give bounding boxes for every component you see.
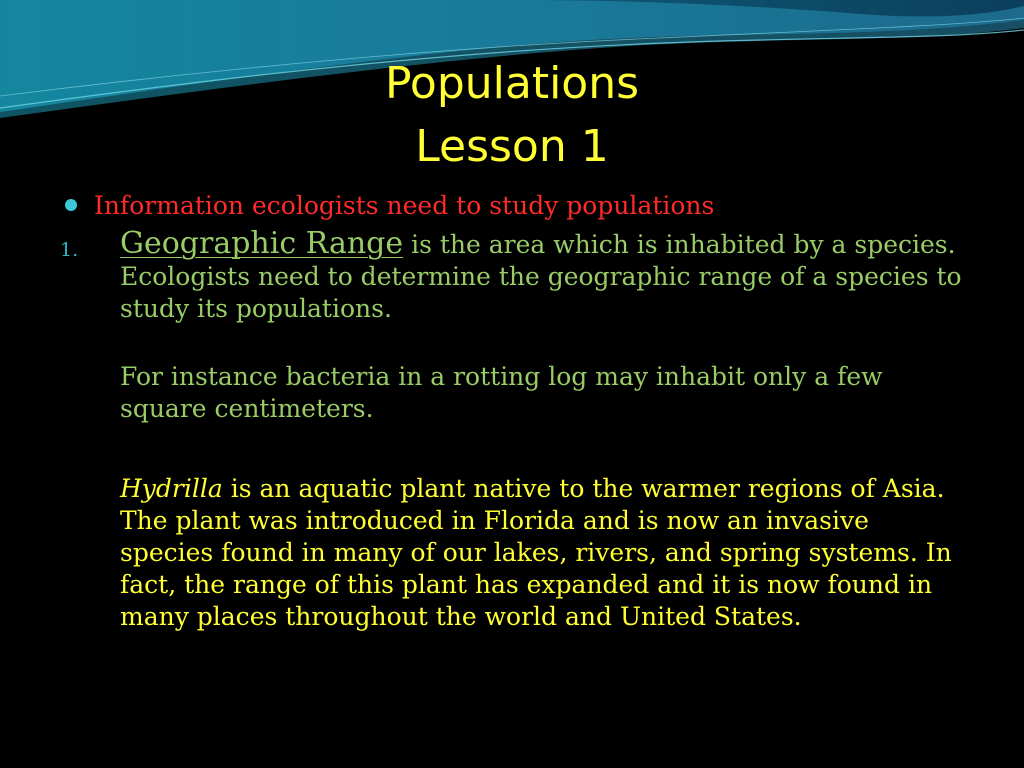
bullet-icon <box>65 199 77 211</box>
title-line-1: Populations <box>384 58 640 109</box>
list-number: 1. <box>60 239 79 261</box>
numbered-item <box>60 228 970 633</box>
slide-body <box>60 188 970 633</box>
example-paragraph-bacteria: For instance bacteria in a rotting log may inhabit only a few square centimeters. <box>120 362 883 423</box>
bullet-text: Information ecologists need to study populations <box>94 191 715 220</box>
example-paragraph-hydrilla <box>120 473 970 633</box>
bullet-item <box>60 188 970 224</box>
definition-paragraph <box>120 228 970 325</box>
definition-text: is the area which is inhabited by a species. Ecologists need to determine the geographic range of a species to study its populations. <box>120 230 962 323</box>
species-name: Hydrilla <box>120 474 223 503</box>
slide-title <box>0 52 1024 178</box>
title-line-2: Lesson 1 <box>415 121 609 172</box>
hydrilla-text: is an aquatic plant native to the warmer regions of Asia. The plant was introduced in Florida and is now an invasive species found in many of our lakes, rivers, and spring systems. In fact, the range of this plant has expanded and it is now found in many places throughout the world and United States. <box>120 474 952 631</box>
term-geographic-range: Geographic Range <box>120 226 404 261</box>
